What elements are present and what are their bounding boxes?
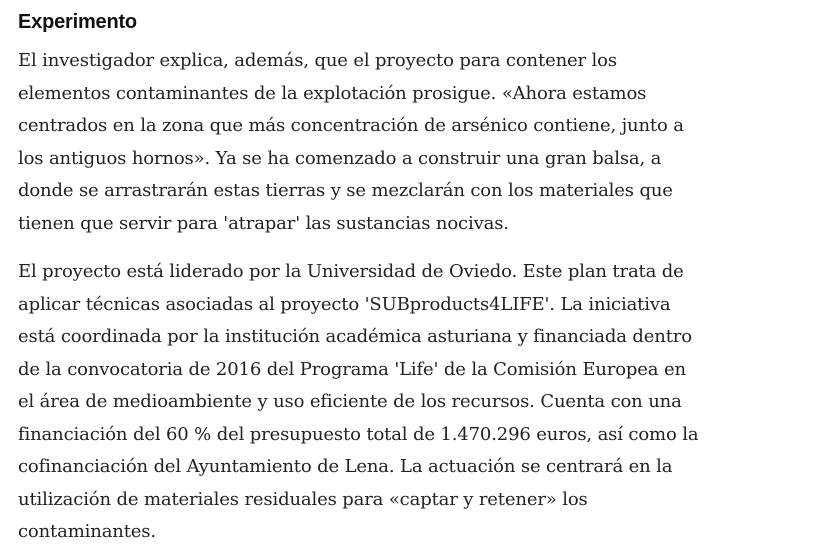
section-heading: Experimento (18, 11, 137, 33)
paragraph-project: El proyecto está liderado por la Universidad de Oviedo. Este plan trata de aplicar técnicas asociadas al proyecto 'SUBproducts4LIFE'. La iniciativa está coordinada por la institución académica asturiana y financiada dentro de la convocatoria de 2016 del Programa 'Life' de la Comisión Europea en el área de medioambiente y uso eficiente de los recursos. Cuenta con una financiación del 60 % del presupuesto total de 1.470.296 euros, así como la cofinanciación del Ayuntamiento de Lena. La actuación se centrará en la utilización de materiales residuales para «captar y retener» los contaminantes. (18, 261, 699, 542)
paragraph-experiment: El investigador explica, además, que el proyecto para contener los elementos contaminantes de la explotación prosigue. «Ahora estamos centrados en la zona que más concentración de arsénico contiene, junto a los antiguos hornos». Ya se ha comenzado a construir una gran balsa, a donde se arrastrarán estas tierras y se mezclarán con los materiales que tienen que servir para 'atrapar' las sustancias nocivas. (18, 50, 684, 234)
article-body (18, 8, 818, 549)
